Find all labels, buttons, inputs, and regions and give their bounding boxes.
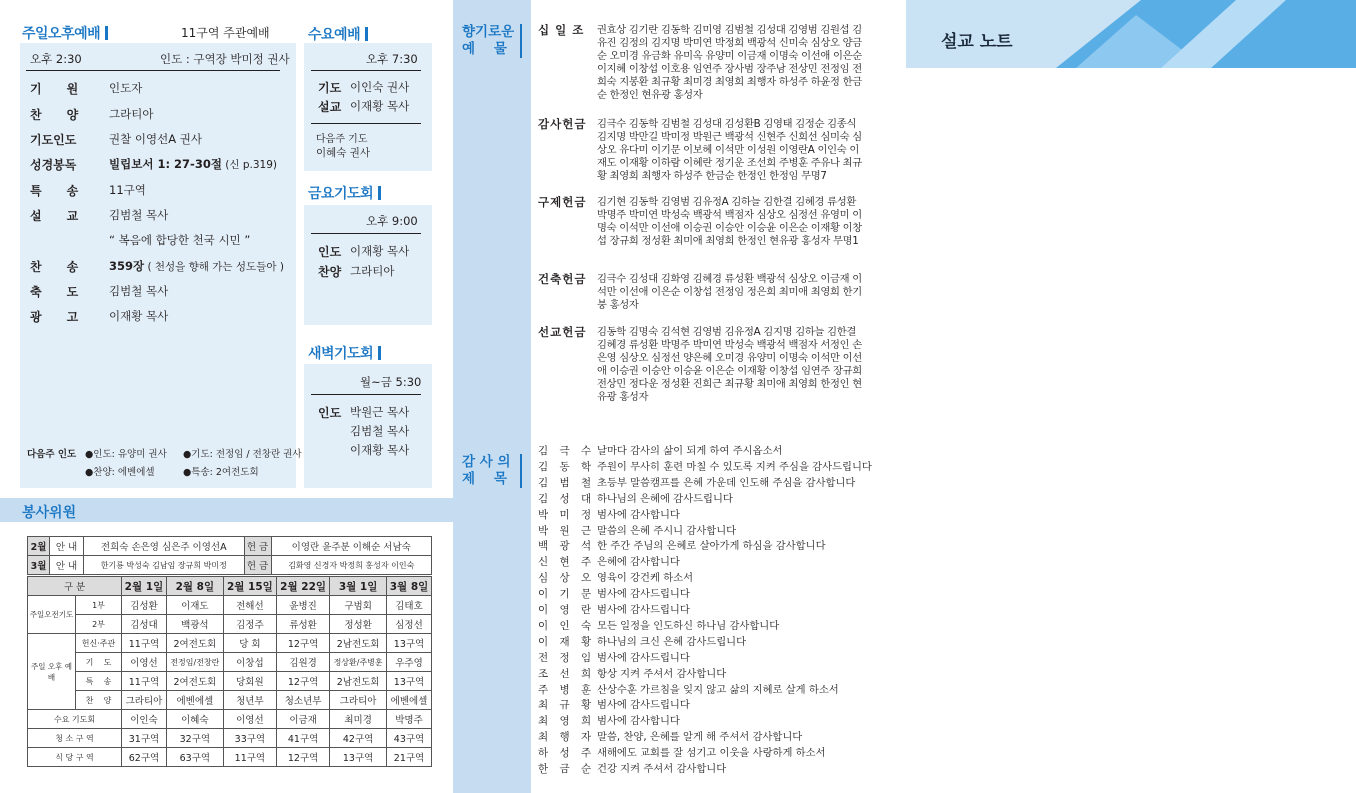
table-cell: 이영선: [122, 653, 167, 672]
thanks-item: [538, 762, 726, 778]
thanks-item: [538, 746, 826, 762]
table-cell: 31구역: [122, 729, 167, 748]
thanks-name: 조 선 희: [538, 667, 596, 680]
dawn-leader-2: 김범철 목사: [350, 424, 410, 438]
afternoon-next-special: ●특송: 2여전도회: [183, 467, 259, 478]
table-cell: 심정선: [387, 615, 432, 634]
thanks-name: 주 병 훈: [538, 683, 596, 696]
table-row: [28, 653, 432, 672]
table-cell: 당회원: [223, 672, 276, 691]
thanks-title-line2: 제 목: [462, 471, 507, 487]
thanks-name: 이 영 란: [538, 604, 596, 616]
thanks-title: [462, 454, 522, 488]
table-header-row: [28, 577, 432, 596]
order-value-text: 이재황 목사: [109, 309, 169, 323]
table-cell: 3월 1일: [330, 577, 387, 596]
friday-label-praise: 찬양: [318, 265, 342, 279]
thanks-name: 최 행 자: [538, 731, 596, 744]
thanks-text: 말씀의 은혜 주시니 감사합니다: [597, 524, 737, 537]
order-value-text: 그라티아: [109, 107, 154, 121]
order-label: 찬 송: [30, 260, 79, 274]
table-cell: 당 회: [223, 634, 276, 653]
thanks-text: 모든 일정을 인도하신 하나님 감사합니다: [597, 619, 780, 632]
names-cell: 전희숙 손은영 심은주 이영선A: [84, 537, 245, 556]
table-cell: 청 소 구 역: [28, 729, 122, 748]
friday-value-praise: 그라티아: [350, 264, 395, 278]
table-cell: 이금재: [276, 710, 329, 729]
order-value: [109, 308, 168, 324]
thanks-text: 범사에 감사드립니다: [597, 588, 690, 601]
thanks-name: 김 성 대: [538, 492, 596, 505]
afternoon-divider: [26, 70, 280, 71]
table-cell: 정상환/주병훈: [330, 653, 387, 672]
table-cell: 이창섭: [223, 653, 276, 672]
table-cell: 이영선: [223, 710, 276, 729]
thanks-name: 김 범 철: [538, 476, 596, 489]
order-value-text: 11구역: [109, 183, 146, 197]
thanks-name: 한 금 순: [538, 763, 596, 775]
thanks-item: [538, 667, 726, 683]
table-cell: 62구역: [122, 748, 167, 767]
order-value-text: 인도자: [109, 81, 143, 95]
thanks-item: [538, 683, 839, 699]
names2-cell: 김화영 신경자 박정희 홍성자 이인숙: [271, 556, 432, 575]
order-value: [109, 131, 202, 147]
afternoon-next-praise: ●찬양: 에벤에셀: [85, 467, 155, 478]
wednesday-divider-2: [311, 123, 421, 124]
order-value-text: “ 복음에 합당한 천국 시민 ”: [109, 233, 251, 247]
table-cell: 13구역: [387, 634, 432, 653]
table-cell: 그라티아: [330, 691, 387, 710]
table-cell: 12구역: [276, 672, 329, 691]
thanks-name: 신 현 주: [538, 556, 596, 569]
order-value-text: 빌립보서 1: 27-30절: [109, 157, 222, 171]
order-label: 성경봉독: [30, 158, 77, 172]
table-cell: 최미경: [330, 710, 387, 729]
dawn-label: 인도: [318, 406, 342, 420]
thanks-name: 김 극 수: [538, 445, 596, 457]
offering-names: 김동학 김명숙 김석현 김영범 김유정A 김지명 김하늘 김한결 김혜경 류성환 박명주 박미연 박성숙 백광석 백점자 서정인 손은영 심상오 심정선 양은혜 오미경 유양미 이명숙 이석만 이선애 이승권 이승안 이승윤 이은순 이재황 이창섭 임연주 장규희 전상민 정다운 정성환 진희근 최규황 최미애 최영희 한정인 현유광 홍성자: [597, 326, 862, 403]
table-cell: 찬 양: [76, 691, 122, 710]
thanks-text: 범사에 감사드립니다: [597, 604, 690, 616]
table-cell: 이혜숙: [166, 710, 223, 729]
thanks-text: 한 주간 주님의 은혜로 살아가게 하심을 감사합니다: [597, 540, 826, 553]
thanks-item: [538, 714, 680, 730]
order-value: [109, 80, 142, 96]
table-cell: 3월 8일: [387, 577, 432, 596]
thanks-text: 항상 지켜 주셔서 감사합니다: [597, 667, 727, 680]
thanks-name: 박 원 근: [538, 524, 596, 537]
table-cell: 에벤에셀: [387, 691, 432, 710]
thanks-item: [538, 698, 690, 714]
thanks-text: 말씀, 찬양, 은혜를 알게 해 주셔서 감사합니다: [597, 731, 803, 744]
table-cell: 김정주: [223, 615, 276, 634]
thanks-item: [538, 635, 746, 651]
order-value: [109, 258, 284, 274]
thanks-text: 영육이 강건케 하소서: [597, 572, 694, 585]
table-cell: 류성환: [276, 615, 329, 634]
thanks-item: [538, 539, 826, 555]
table-cell: 2월 1일: [122, 577, 167, 596]
offering-category: 감사헌금: [538, 117, 587, 131]
volunteers-top-table: [27, 536, 432, 575]
dawn-title: 새벽기도회: [308, 343, 381, 363]
order-value: [109, 232, 250, 248]
table-cell: 2월 8일: [166, 577, 223, 596]
offerings-title-line2: 예 물: [462, 41, 507, 57]
role-cell: 안 내: [50, 556, 84, 575]
thanks-name: 박 미 정: [538, 508, 596, 521]
friday-title: 금요기도회: [308, 183, 381, 203]
afternoon-next-prayer-leader: ●인도: 유양미 권사: [85, 449, 167, 460]
table-cell: 12구역: [276, 634, 329, 653]
role2-cell: 헌 금: [244, 537, 271, 556]
thanks-item: [538, 730, 802, 746]
order-value: [109, 207, 168, 223]
thanks-item: [538, 571, 693, 587]
thanks-text: 초등부 말씀캠프를 은혜 가운데 인도해 주심을 감사합니다: [597, 476, 856, 489]
offering-names: 권효상 김기란 김동학 김미영 김범철 김성대 김영범 김원섭 김유진 김정의 김지명 박미연 박정희 백광석 신미숙 심상오 양금순 오미경 유금화 유미옥 유양미 이금재 이명숙 이선애 이은순 이지혜 이창섭 이호용 임연주 장사범 장주남 전상민 전정임 전희숙 지봉환 최규황 최미경 최영희 최행자 하성주 하윤정 한금순 한정인 현유광 홍성자: [597, 24, 862, 101]
offering-names: 김기현 김동학 김영범 김유정A 김하늘 김한결 김혜경 류성환 박명주 박미연 박성숙 백광석 백점자 심상오 심정선 유영미 이명숙 이석만 이선애 이승권 이승안 이승윤 이은순 이재황 이창섭 장규희 정성환 최미애 최영희 한정인 현유광 홍성자 무명1: [597, 196, 862, 247]
role2-cell: 헌 금: [244, 556, 271, 575]
table-cell: 이재도: [166, 596, 223, 615]
table-cell: 기 도: [76, 653, 122, 672]
table-cell: 전해선: [223, 596, 276, 615]
order-label: 찬 양: [30, 108, 79, 122]
thanks-name: 김 동 학: [538, 460, 596, 473]
thanks-text: 날마다 감사의 삶이 되게 하여 주시옵소서: [597, 445, 783, 457]
wednesday-next-title: 다음주 기도: [316, 134, 368, 145]
thanks-item: [538, 460, 872, 476]
thanks-text: 범사에 감사합니다: [597, 715, 680, 728]
afternoon-subtitle: 11구역 주관예배: [181, 26, 270, 40]
thanks-item: [538, 651, 690, 667]
table-cell: 11구역: [122, 634, 167, 653]
table-cell: 김원경: [276, 653, 329, 672]
thanks-text: 주원이 무사히 훈련 마칠 수 있도록 지켜 주심을 감사드립니다: [597, 460, 872, 473]
wednesday-next-value: 이혜숙 권사: [316, 147, 371, 159]
offerings-title-line1: 향기로운: [462, 24, 515, 40]
table-cell: 주일오전기도: [28, 596, 76, 634]
thanks-name: 하 성 주: [538, 747, 596, 760]
table-row: [28, 748, 432, 767]
table-cell: 2여전도회: [166, 672, 223, 691]
month-cell: 2월: [28, 537, 50, 556]
friday-divider: [311, 233, 421, 234]
thanks-name: 심 상 오: [538, 572, 596, 585]
table-cell: 43구역: [387, 729, 432, 748]
table-cell: 수요 기도회: [28, 710, 122, 729]
afternoon-title: 주일오후예배: [22, 23, 108, 43]
table-cell: 2남전도회: [330, 672, 387, 691]
thanks-name: 전 정 임: [538, 651, 596, 664]
table-cell: 13구역: [330, 748, 387, 767]
order-label: 광 고: [30, 310, 79, 324]
table-cell: 1부: [76, 596, 122, 615]
table-cell: 그라티아: [122, 691, 167, 710]
table-cell: 32구역: [166, 729, 223, 748]
thanks-name: 이 재 황: [538, 635, 596, 648]
afternoon-next-label: 다음주 인도: [27, 449, 77, 460]
wednesday-value-sermon: 이재황 목사: [350, 99, 410, 113]
thanks-name: 최 규 황: [538, 699, 596, 712]
order-value-text: 359장: [109, 259, 145, 273]
wednesday-time: 오후 7:30: [366, 52, 418, 66]
table-cell: 정성환: [330, 615, 387, 634]
order-value: [109, 156, 277, 172]
table-cell: 전정임/전창란: [166, 653, 223, 672]
table-cell: 백광석: [166, 615, 223, 634]
table-cell: 11구역: [223, 748, 276, 767]
notes-title: 설교 노트: [941, 32, 1013, 52]
thanks-item: [538, 603, 690, 619]
order-value: [109, 283, 168, 299]
afternoon-time: 오후 2:30: [30, 52, 82, 66]
table-cell: 김성환: [122, 596, 167, 615]
thanks-text: 새해에도 교회를 잘 섬기고 이웃을 사랑하게 하소서: [597, 747, 826, 760]
thanks-item: [538, 555, 680, 571]
role-cell: 안 내: [50, 537, 84, 556]
thanks-text: 하나님의 은혜에 감사드립니다: [597, 492, 733, 505]
thanks-item: [538, 492, 733, 508]
table-cell: 에벤에셀: [166, 691, 223, 710]
table-cell: 청년부: [223, 691, 276, 710]
thanks-text: 은혜에 감사합니다: [597, 556, 680, 569]
order-value-text: 김범철 목사: [109, 208, 169, 222]
table-row: [28, 729, 432, 748]
afternoon-next-prayer: ●기도: 전정임 / 전창란 권사: [183, 449, 302, 460]
thanks-name: 백 광 석: [538, 540, 596, 553]
thanks-item: [538, 524, 736, 540]
wednesday-title: 수요예배: [308, 24, 368, 44]
thanks-text: 범사에 감사드립니다: [597, 651, 690, 664]
table-cell: 12구역: [276, 748, 329, 767]
order-value-extra: ( 천성을 향해 가는 성도들아 ): [144, 261, 284, 273]
table-cell: 2부: [76, 615, 122, 634]
volunteers-top-row: [28, 537, 432, 556]
table-cell: 2남전도회: [330, 634, 387, 653]
names2-cell: 이영란 윤주분 이해순 서남숙: [271, 537, 432, 556]
thanks-item: [538, 508, 680, 524]
offering-category: 구제헌금: [538, 195, 587, 209]
table-row: [28, 710, 432, 729]
thanks-text: 범사에 감사드립니다: [597, 699, 690, 712]
table-cell: 청소년부: [276, 691, 329, 710]
table-cell: 63구역: [166, 748, 223, 767]
order-value-extra: (신 p.319): [221, 159, 277, 171]
table-cell: 김태호: [387, 596, 432, 615]
table-cell: 41구역: [276, 729, 329, 748]
offering-category: 건축헌금: [538, 272, 587, 286]
order-label: 기도인도: [30, 133, 77, 147]
wednesday-label-sermon: 설교: [318, 100, 342, 114]
table-cell: 구범회: [330, 596, 387, 615]
wednesday-label-prayer: 기도: [318, 81, 342, 95]
order-label: 특 송: [30, 184, 79, 198]
table-cell: 이인숙: [122, 710, 167, 729]
wednesday-divider: [311, 70, 421, 71]
table-cell: 윤병진: [276, 596, 329, 615]
thanks-title-line1: 감 사 의: [462, 454, 511, 470]
table-row: [28, 596, 432, 615]
table-cell: 특 송: [76, 672, 122, 691]
table-cell: 주일 오후 예배: [28, 634, 76, 710]
thanks-text: 건강 지켜 주셔서 감사합니다: [597, 763, 727, 775]
table-cell: 박명주: [387, 710, 432, 729]
table-cell: 김성대: [122, 615, 167, 634]
volunteers-title: 봉사위원: [22, 505, 77, 521]
dawn-time: 월~금 5:30: [360, 375, 422, 389]
table-cell: 13구역: [387, 672, 432, 691]
thanks-name: 최 영 희: [538, 715, 596, 728]
table-cell: 11구역: [122, 672, 167, 691]
offering-names: 김극수 김성대 김화영 김혜경 류성환 백광석 심상오 이금재 이석만 이선애 이은순 이창섭 전정임 정은희 최미애 최영희 한기붕 홍성자: [597, 273, 862, 311]
order-label: 축 도: [30, 285, 79, 299]
month-cell: 3월: [28, 556, 50, 575]
thanks-text: 하나님의 크신 은혜 감사드립니다: [597, 635, 747, 648]
order-value: [109, 182, 146, 198]
friday-label-leader: 인도: [318, 245, 342, 259]
table-row: [28, 672, 432, 691]
offerings-title: [462, 24, 522, 58]
table-cell: 2월 15일: [223, 577, 276, 596]
thanks-item: [538, 587, 690, 603]
table-cell: 2월 22일: [276, 577, 329, 596]
table-cell: 21구역: [387, 748, 432, 767]
order-label: 설 교: [30, 209, 79, 223]
dawn-divider: [311, 394, 421, 395]
volunteers-schedule-table: [27, 576, 432, 767]
table-cell: 33구역: [223, 729, 276, 748]
order-value-text: 권찰 이영선A 권사: [109, 132, 202, 146]
table-row: [28, 615, 432, 634]
table-cell: 우주영: [387, 653, 432, 672]
offering-names: 김극수 김동학 김범철 김성대 김성환B 김영태 김정순 김종식 김지명 박만길 박미정 박원근 백광석 신현주 신희선 심미숙 심상오 유다미 이기문 이보혜 이석만 이성원 이영란A 이인숙 이재도 이재황 이하람 이혜란 정기운 조선희 주병훈 주유나 최규황 최영희 최행자 하성주 한금순 한정인 한정임 무명7: [597, 118, 862, 182]
table-cell: 2여전도회: [166, 634, 223, 653]
dawn-leader-1: 박원근 목사: [350, 405, 410, 419]
names-cell: 한기룡 박성숙 김남임 장규희 박미정: [84, 556, 245, 575]
thanks-item: [538, 619, 779, 635]
table-cell: 42구역: [330, 729, 387, 748]
wednesday-value-prayer: 이인숙 권사: [350, 80, 410, 94]
thanks-text: 범사에 감사합니다: [597, 508, 680, 521]
table-row: [28, 634, 432, 653]
friday-value-leader: 이재황 목사: [350, 244, 410, 258]
offering-category: 십 일 조: [538, 23, 585, 37]
order-value: [109, 106, 153, 122]
friday-time: 오후 9:00: [366, 214, 418, 228]
table-cell: 구 분: [28, 577, 122, 596]
thanks-text: 산상수훈 가르침을 잊지 않고 삶의 지혜로 살게 하소서: [597, 683, 839, 696]
dawn-leader-3: 이재황 목사: [350, 443, 410, 457]
order-label: 기 원: [30, 82, 79, 96]
section-strip: [453, 0, 531, 793]
table-cell: 헌신·주관: [76, 634, 122, 653]
table-cell: 식 당 구 역: [28, 748, 122, 767]
afternoon-leader: 인도 : 구역장 박미정 권사: [160, 52, 290, 66]
table-row: [28, 691, 432, 710]
order-value-text: 김범철 목사: [109, 284, 169, 298]
thanks-item: [538, 444, 782, 460]
offering-category: 선교헌금: [538, 325, 587, 339]
thanks-name: 이 인 숙: [538, 619, 596, 632]
thanks-item: [538, 476, 855, 492]
thanks-name: 이 기 문: [538, 588, 596, 601]
volunteers-top-row: [28, 556, 432, 575]
